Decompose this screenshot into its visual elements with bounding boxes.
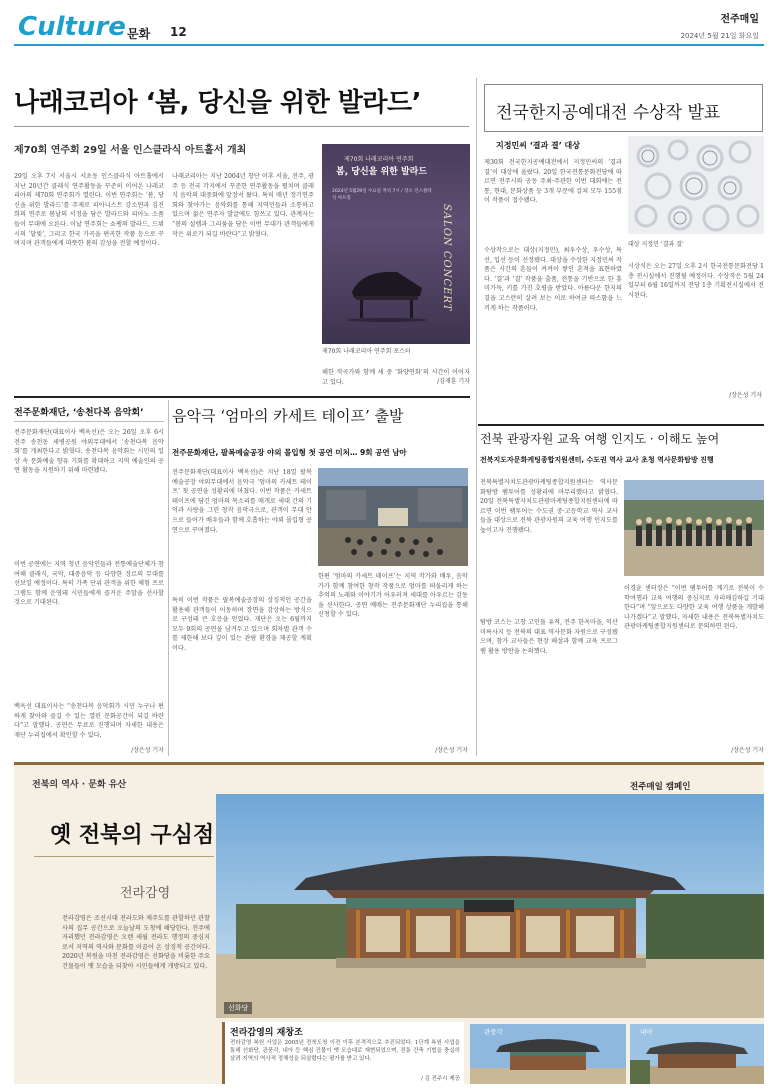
campaign-series: 전북의 역사 · 문화 유산 xyxy=(32,780,127,790)
poster-vertical: SALON CONCERT xyxy=(441,204,452,312)
main-byline: /김재훈 기자 xyxy=(437,378,470,385)
main-subtitle: 제70회 연주회 29일 서울 인스클라식 아트홀서 개최 xyxy=(14,145,247,156)
left-headline-rule xyxy=(14,421,164,422)
tape-headline: 음악극 ‘엄마의 카세트 테이프’ 출발 xyxy=(172,407,404,425)
divider-right xyxy=(476,420,477,756)
award-artwork xyxy=(628,136,764,234)
tag-gwanpunggak: 관풍각 xyxy=(484,1028,503,1036)
naea-photo xyxy=(630,1024,764,1084)
tour-group-photo xyxy=(624,480,764,576)
tape-byline: /장은성 기자 xyxy=(435,747,468,754)
tape-body-col1b: 특히 이번 작품은 팔복예술공장의 상징적인 공간을 활용해 관객들이 이동하며 장면을 감상하는 방식으로 구성돼 큰 호응을 얻었다. 재단은 오는 6월까지 모두 9회의 공연을 남겨두고 있으며 회차별 관객 수를 제한해 보다 깊이 있는 관람 환경을 제공할 계획이다. xyxy=(172,597,312,652)
tape-body-col1: 전주문화재단(대표이사 백옥선)은 지난 18일 팔복예술공장 야외무대에서 음악극 ‘엄마의 카세트 테이프’ 첫 공연을 성황리에 마쳤다. 이번 작품은 카세트 테이프에 담긴 엄마의 목소리를 매개로 세대 간의 기억과 사랑을 그린 창작 음악극으로, 관객이 무대 안으로 들어가 배우들과 함께 호흡하는 야외 몰입형 공연으로 꾸며졌다. xyxy=(172,469,312,534)
left-body-2: 이번 공연에는 지역 청년 음악인들과 전통예술단체가 참여해 클래식, 국악, 대중음악 등 다양한 장르의 무대를 선보일 예정이다. 특히 가족 단위 관객을 위한 체험 프로그램도 함께 운영돼 시민들에게 즐거운 주말을 선사할 것으로 기대된다. xyxy=(14,561,164,607)
section-en: Culture xyxy=(18,12,126,42)
piano-illustration xyxy=(342,262,432,322)
campaign-sub: 전라감영 xyxy=(120,886,171,901)
main-headline-rule xyxy=(14,126,469,127)
tour-body-col1b: 탐방 코스는 고창 고인돌 유적, 전주 한옥마을, 익산 미륵사지 등 전북의 대표 역사문화 자원으로 구성됐으며, 참가 교사들은 현장 해설과 함께 교육 프로그램 활용 방안을 논의했다. xyxy=(480,619,618,655)
photo-caption-title: 전라감영의 재창조 xyxy=(230,1028,303,1038)
page-number: 12 xyxy=(170,25,187,39)
left-body-3: 백옥선 대표이사는 “송천다복 음악회가 시민 누구나 편하게 찾아와 즐길 수 있는 열린 문화공간이 되길 바란다”고 말했다. 공연은 무료로 진행되며 자세한 내용은 재단 누리집에서 확인할 수 있다. xyxy=(14,703,164,739)
poster-desc: 2024년 5월29일 수요일 저녁 7시 / 장소 인스클라식 아트홀 xyxy=(332,189,432,201)
hanok-main-photo xyxy=(216,794,764,1018)
masthead xyxy=(0,0,777,50)
divider-mid xyxy=(14,396,470,398)
divider-left xyxy=(168,400,169,756)
award-body-col1b: 수상작으로는 대상(지정민), 최우수상, 우수상, 특선, 입선 등이 선정됐다. 대상을 수상한 지정민씨 작품은 시간의 흔들이 켜켜이 쌓인 흔적을 표현하였다. ‘결’과 ‘결’ 작품을 출품, 전통을 기반으로 한 흥미가득, 키를 가진 호평을 받았다. 아름다운 한지의 결을 고스란히 살려 보는 이로 하여금 따스함을 느끼게 하는 작품이다. xyxy=(484,247,622,312)
campaign-label: 전주매일 캠페인 xyxy=(630,782,691,792)
concert-poster xyxy=(322,144,470,344)
tape-stage-scene xyxy=(318,468,468,566)
poster-caption: 제70회 나래코리아 연주회 포스터 xyxy=(322,348,411,355)
main-body-col1: 29일 오후 7시 서울시 서초동 인스클라식 아트홀에서 지난 20년간 클래식 연주활동을 꾸준히 이어온 나래코리아의 제70회 연주회가 열린다. 이번 연주회는 ‘봄, 당신을 위한 발라드’를 주제로 피아니스트 강소연과 김진희의 연주로 봄날의 서정을 담은 발라드와 피아노 소품들이 무대에 오른다. 이날 연주회는 쇼팽의 발라드, 드뷔시의 ‘달빛’, 그리고 한국 가곡을 편곡한 작품 등으로 꾸며지며 관객들에게 따뜻한 봄의 감성을 전할 예정이다. xyxy=(14,173,164,248)
main-headline: 나래코리아 ‘봄, 당신을 위한 발라드’ xyxy=(14,88,421,118)
left-body-1: 전주문화재단(대표이사 백옥선)은 오는 26일 오후 6시 전주 송천동 세병공원 야외무대에서 ‘송천다복 음악회’를 개최한다고 밝혔다. 송천다복 음악회는 시민의 일상 속 문화예술 향유 기회를 확대하고 지역 예술인의 공연 활동을 지원하기 위해 마련됐다. xyxy=(14,429,164,475)
gwanpunggak-photo xyxy=(470,1024,626,1084)
tape-body-col2: 한편 ‘엄마의 카세트 테이프’는 지역 작가와 배우, 음악가가 함께 참여한 창작 작품으로 엄마를 떠올리게 하는 추억의 노래와 이야기가 어우러져 세대를 아우르는 감동을 선사한다. 공연 예매는 전주문화재단 누리집을 통해 신청할 수 있다. xyxy=(318,573,468,619)
award-photo-caption: 대상 지정민 ‘결과 결’ xyxy=(628,241,684,248)
issue-date: 2024년 5월 21일 화요일 xyxy=(680,32,759,40)
tour-photo xyxy=(624,480,764,576)
left-byline: /장은성 기자 xyxy=(131,747,164,754)
poster-title: 봄, 당신을 위한 발라드 xyxy=(336,167,428,177)
tour-byline: /장은성 기자 xyxy=(731,747,764,754)
poster-line1: 제70회 나래코리아 연주회 xyxy=(344,156,414,163)
award-photo xyxy=(628,136,764,234)
tape-photo xyxy=(318,468,468,566)
campaign-body: 전라감영은 조선시대 전라도와 제주도를 관할하던 관찰사의 집무 공간으로 오늘날의 도청에 해당한다. 전주에 자리했던 전라감영은 오랜 세월 전라도 행정의 중심지로서 지역의 역사와 문화를 이끌어 온 상징적 공간이다. 2020년 복원을 마친 전라감영은 선화당을 비롯한 주요 건물들이 옛 모습을 되찾아 시민들에게 개방되고 있다. xyxy=(62,915,210,970)
tour-body-col2: 이경윤 센터장은 “이번 팸투어를 계기로 전북이 수학여행과 교육 여행의 중심지로 자리매김하길 기대한다”며 “앞으로도 다양한 교육 여행 상품을 개발해 나가겠다”고 말했다. 자세한 내용은 전북특별자치도관광마케팅종합지원센터로 문의하면 된다. xyxy=(624,585,764,631)
left-headline: 전주문화재단, ‘송천다복 음악회’ xyxy=(14,408,144,418)
seonhwadang-scene xyxy=(216,794,764,1018)
award-body-col1: 제30회 전국한지공예대전에서 지정민씨의 ‘결과 결’이 대상에 올랐다. 20일 한국전통문화전당에 따르면 전주시와 공동 주최·주관한 이번 대회에는 전통, 현대, 문화상품 등 3개 부문에 걸쳐 모두 155점이 작품이 접수됐다. xyxy=(484,159,622,205)
masthead-rule xyxy=(14,44,764,46)
tag-naea: 내아 xyxy=(640,1028,653,1036)
tag-seonhwadang: 선화당 xyxy=(224,1002,252,1014)
photo-caption-credit: / 김 전주시 제공 xyxy=(421,1076,460,1082)
campaign-title-rule xyxy=(34,856,214,857)
tour-headline: 전북 관광자원 교육 여행 인지도 · 이해도 높여 xyxy=(480,432,720,446)
main-body-tail: 해한 작곡가와 함께 세 중 ‘화양연화’의 시간이 이어지고 있다. xyxy=(322,369,470,386)
tour-top-rule xyxy=(478,424,764,426)
award-body-col2: 시상식은 오는 27일 오후 2시 한국전통문화전당 1층 전시실에서 진행될 예정이다. 수상작은 5월 24일부터 6월 16일까지 전당 1층 기획전시실에서 전시된다. xyxy=(628,263,764,299)
photo-caption-body: 전라감영 복원 사업은 2005년 전북도청 이전 이후 본격적으로 추진되었다. 1단계 복원 사업을 통해 선화당, 관풍각, 내아 등 핵심 건물이 옛 모습대로 재현되었으며, 전통 건축 기법을 충실히 살려 지역의 역사적 정체성을 되살렸다는 평가를 받고 있다. xyxy=(230,1040,460,1062)
main-body-col2: 나래코리아는 지난 2004년 창단 이후 서울, 전주, 광주 등 전국 각지에서 꾸준한 연주활동을 펼치며 클래식 음악의 대중화에 앞장서 왔다. 특히 매년 정기연주회와 찾아가는 음악회를 통해 지역민들과 소통하고 있으며 젊은 연주자 발굴에도 힘쓰고 있다. 관계자는 “봄의 설렘과 그리움을 담은 이번 무대가 관객들에게 작은 위로가 되길 바란다”고 밝혔다. xyxy=(172,173,314,238)
tour-body-col1: 전북특별자치도관광마케팅종합지원센터는 역사문화탐방 팸투어를 성황리에 마무리했다고 밝혔다. 20일 전북특별자치도관광마케팅종합지원센터에 따르면 이번 팸투어는 수도권 중·고등학교 역사 교사들을 대상으로 전북 관광자원의 교육 여행 인지도를 높이고자 진행됐다. xyxy=(480,479,618,534)
award-headline: 전국한지공예대전 수상작 발표 xyxy=(496,103,721,123)
campaign-title: 옛 전북의 구심점 xyxy=(50,823,215,848)
tour-subtitle: 전북지도자문화케팅종합지원센터, 수도권 역사 교사 초청 역사문화탐방 진행 xyxy=(480,456,714,464)
award-byline: /장은성 기자 xyxy=(729,392,762,399)
tape-subtitle: 전주문화재단, 팔복예술공장 야외 몰입형 첫 공연 미처… 9회 공연 남아 xyxy=(172,448,407,457)
section-kr: 문화 xyxy=(127,27,151,41)
divider-main-right xyxy=(476,78,477,440)
paper-name: 전주매일 xyxy=(720,14,759,25)
award-subtitle: 지정민씨 ‘결과 결’ 대상 xyxy=(496,141,580,150)
